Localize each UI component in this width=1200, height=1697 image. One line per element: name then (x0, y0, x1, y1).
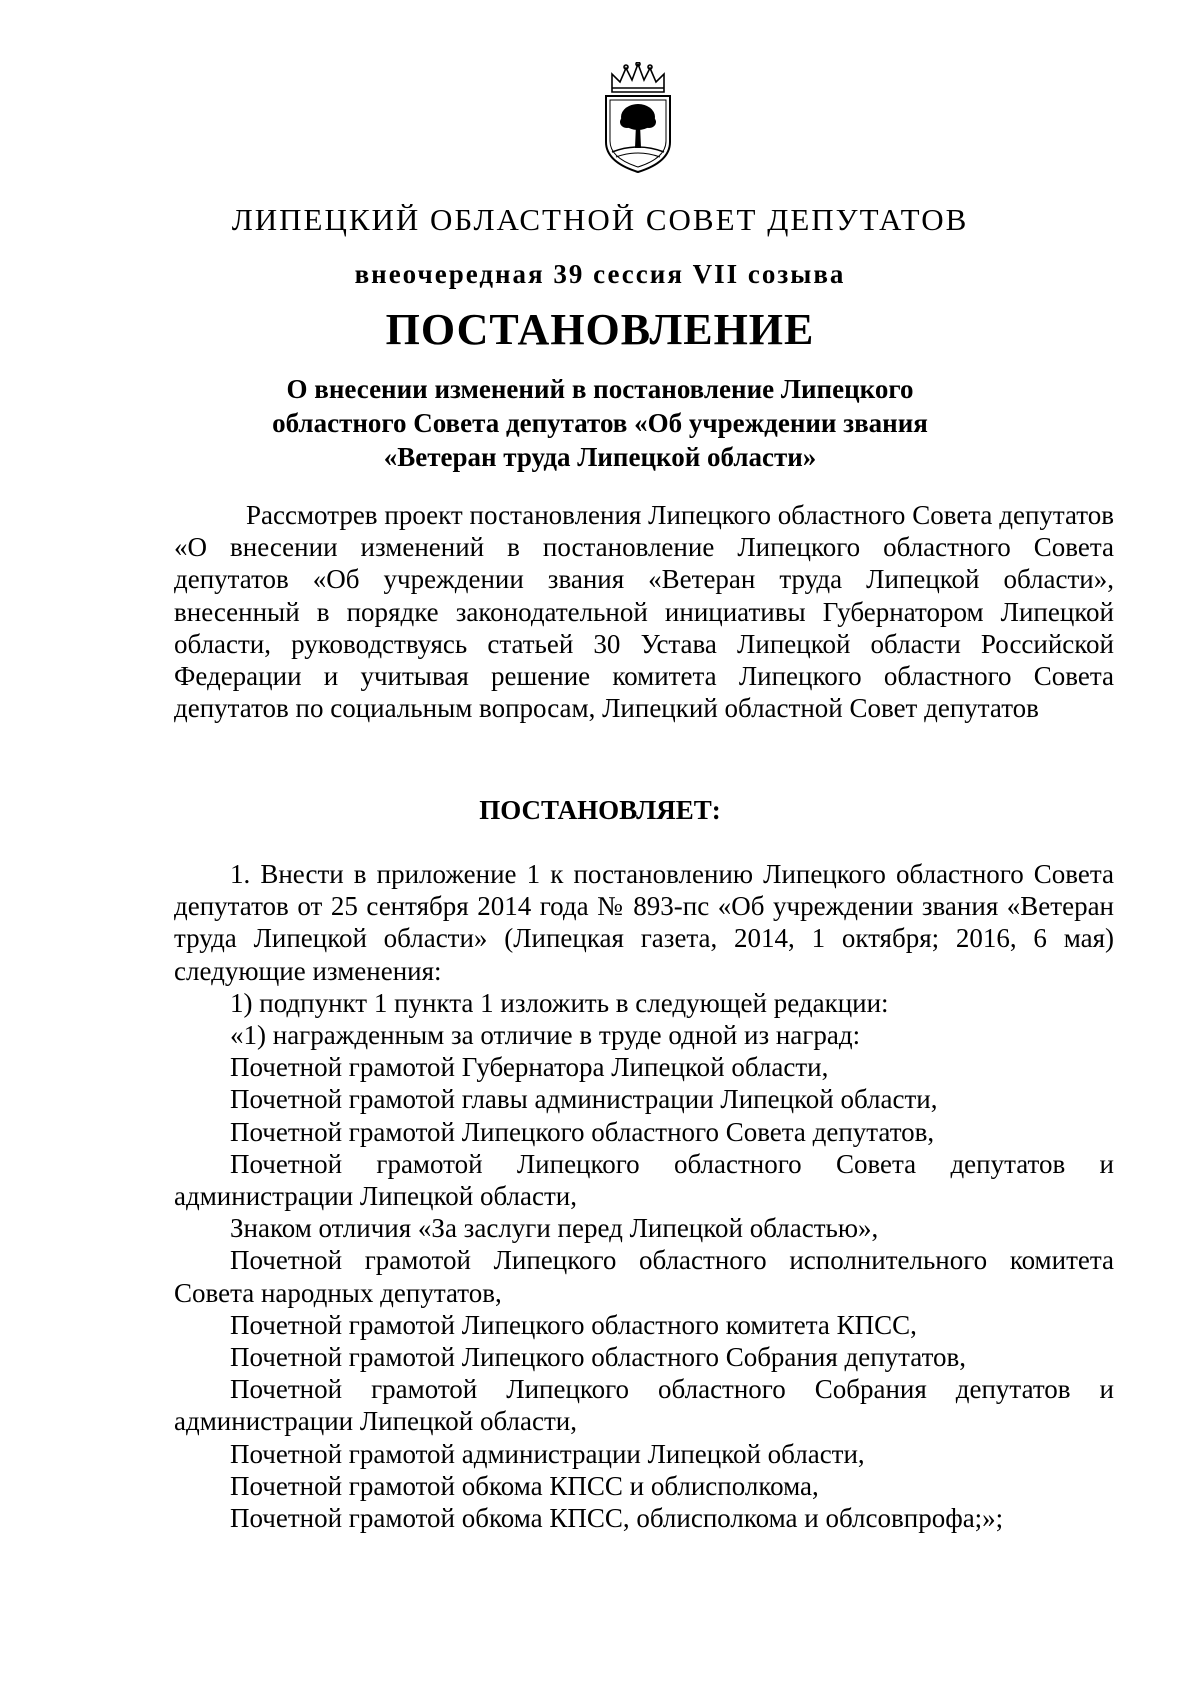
award-item: Почетной грамотой главы администрации Липецкой области, (230, 1084, 938, 1115)
award-item: Почетной грамотой администрации Липецкой области, (230, 1438, 865, 1469)
award-item: Почетной грамотой Липецкого областного комитета КПСС, (230, 1309, 917, 1340)
title-line: областного Совета депутатов «Об учреждении звания (272, 408, 928, 438)
preamble (174, 499, 1114, 724)
title-line: «Ветеран труда Липецкой области» (383, 442, 817, 472)
resolution-item: «1) награжденным за отличие в труде одной из наград: (230, 1020, 861, 1051)
award-item: Почетной грамотой обкома КПСС, облисполкома и облсовпрофа;»; (230, 1503, 1004, 1534)
award-item: Почетной грамотой Липецкого областного Совета депутатов, (230, 1116, 935, 1147)
resolve-heading: ПОСТАНОВЛЯЕТ: (479, 795, 721, 825)
document-title (0, 372, 1200, 474)
preamble-paragraph: Рассмотрев проект постановления Липецкого областного Совета депутатов «О внесении изменений в постановление Липецкого областного Совета депутатов «Об учреждении звания «Ветеран труда Липецкой области», внесенный в порядке законодательной инициативы Губернатором Липецкой области, руководствуясь статьей 30 Устава Липецкой области Российской Федерации и учитывая решение комитета Липецкого областного Совета депутатов по социальным вопросам, Липецкий областной Совет депутатов (174, 500, 1114, 724)
session-info: внеочередная 39 сессия VII созыва (354, 259, 846, 289)
document-type: ПОСТАНОВЛЕНИЕ (385, 305, 815, 354)
lipetsk-coat-of-arms-icon (598, 62, 678, 174)
award-item: Знаком отличия «За заслуги перед Липецкой областью», (230, 1213, 879, 1244)
award-item: Почетной грамотой Липецкого областного Собрания депутатов и администрации Липецкой области, (174, 1374, 1114, 1437)
resolution-item: 1) подпункт 1 пункта 1 изложить в следующей редакции: (230, 987, 889, 1018)
award-item: Почетной грамотой Губернатора Липецкой области, (230, 1052, 829, 1083)
award-item: Почетной грамотой Липецкого областного Собрания депутатов, (230, 1342, 967, 1373)
title-line: О внесении изменений в постановление Липецкого (286, 374, 914, 404)
council-name: ЛИПЕЦКИЙ ОБЛАСТНОЙ СОВЕТ ДЕПУТАТОВ (231, 202, 969, 237)
resolution-item: 1. Внести в приложение 1 к постановлению Липецкого областного Совета депутатов от 25 сентября 2014 года № 893-пс «Об учреждении звания «Ветеран труда Липецкой области» (Липецкая газета, 2014, 1 октября; 2016, 6 мая) следующие изменения: (174, 859, 1114, 986)
award-item: Почетной грамотой Липецкого областного исполнительного комитета Совета народных депутатов, (174, 1245, 1114, 1308)
award-item: Почетной грамотой обкома КПСС и облисполкома, (230, 1470, 819, 1501)
resolution-items (174, 858, 1114, 1534)
award-item: Почетной грамотой Липецкого областного Совета депутатов и администрации Липецкой области, (174, 1148, 1114, 1212)
